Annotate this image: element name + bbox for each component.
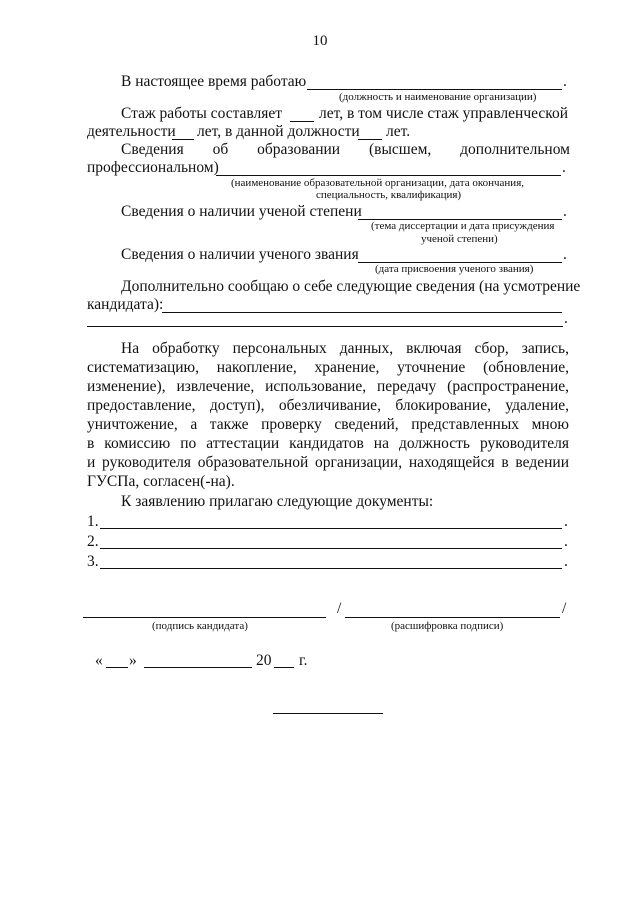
education-line-1 (121, 141, 570, 159)
experience-management-input[interactable] (172, 139, 194, 140)
consent-line-8: ГУСПа, согласен(-на). (87, 473, 235, 490)
closing-divider (273, 713, 383, 714)
consent-line-1: На обработку персональных данных, включая сбор, запись, (121, 340, 569, 357)
experience-label-5: лет. (386, 123, 411, 140)
additional-label-2: кандидата): (87, 296, 164, 313)
experience-position-input[interactable] (358, 139, 382, 140)
attachments-label: К заявлению прилагаю следующие документы: (121, 493, 434, 510)
signature-decode-input-line[interactable] (345, 617, 560, 618)
attachment-number-2: 2. (87, 533, 99, 550)
education-word: образовании (257, 141, 341, 158)
experience-label-1: Стаж работы составляет (121, 105, 283, 122)
experience-total-input[interactable] (290, 121, 314, 122)
date-year-suffix: г. (299, 652, 308, 669)
additional-label-1: Дополнительно сообщаю о себе следующие сведения (на усмотрение (121, 278, 581, 295)
attachment-input-1[interactable] (100, 528, 562, 529)
signature-decode-note: (расшифровка подписи) (391, 620, 504, 632)
date-close-quote: » (129, 652, 137, 669)
education-input-line[interactable] (216, 175, 561, 176)
attachment-input-3[interactable] (100, 568, 562, 569)
work-input-line[interactable] (307, 89, 562, 90)
education-word: дополнительном (460, 141, 570, 158)
signature-slash-left: / (337, 600, 342, 617)
attachment-number-1: 1. (87, 513, 99, 530)
work-note: (должность и наименование организации) (339, 91, 537, 103)
work-end-dot: . (563, 73, 567, 90)
attachment-input-2[interactable] (100, 548, 562, 549)
degree-end-dot: . (563, 203, 567, 220)
page-number: 10 (312, 33, 328, 49)
consent-line-6: в комиссию по аттестации кандидатов на должность руководителя (87, 435, 569, 452)
consent-line-2: систематизацию, накопление, хранение, уточнение (обновление, (87, 359, 569, 376)
degree-label: Сведения о наличии ученой степени (121, 203, 362, 220)
title-note: (дата присвоения ученого звания) (375, 263, 534, 275)
education-label-2: профессиональном) (87, 159, 219, 176)
date-open-quote: « (95, 652, 103, 669)
attachment-end-dot-3: . (564, 553, 568, 570)
education-word: (высшем, (368, 141, 432, 158)
additional-input-line-2[interactable] (87, 326, 563, 327)
date-day-input[interactable] (106, 667, 128, 668)
consent-line-3: изменение), извлечение, использование, передачу (распространение, (87, 378, 569, 395)
consent-line-4: предоставление, доступ), обезличивание, блокирование, удаление, (87, 397, 569, 414)
signature-note: (подпись кандидата) (152, 620, 248, 632)
consent-line-5: уничтожение, а также проверку сведений, представленных мною (87, 416, 569, 433)
experience-label-3: деятельности (87, 123, 176, 140)
attachment-end-dot-1: . (564, 513, 568, 530)
additional-input-line-1[interactable] (162, 312, 562, 313)
experience-label-2: лет, в том числе стаж управленческой (319, 105, 569, 122)
signature-input-line[interactable] (83, 617, 326, 618)
additional-end-dot: . (564, 310, 568, 327)
title-end-dot: . (563, 246, 567, 263)
title-label: Сведения о наличии ученого звания (121, 246, 359, 263)
education-word: об (212, 141, 229, 158)
date-year-prefix: 20 (256, 652, 272, 669)
signature-slash-right: / (562, 600, 567, 617)
degree-note-1: (тема диссертации и дата присуждения (371, 220, 555, 232)
education-end-dot: . (562, 159, 566, 176)
date-year-input[interactable] (274, 667, 294, 668)
education-note-2: специальность, квалификация) (316, 189, 462, 201)
attachment-end-dot-2: . (564, 533, 568, 550)
education-note-1: (наименование образовательной организации, дата окончания, (231, 177, 525, 189)
date-month-input[interactable] (144, 667, 252, 668)
experience-label-4: лет, в данной должности (197, 123, 360, 140)
work-label: В настоящее время работаю (121, 73, 307, 90)
degree-note-2: ученой степени) (421, 233, 498, 245)
consent-line-7: и руководителя образовательной организации, находящейся в ведении (87, 454, 569, 471)
attachment-number-3: 3. (87, 553, 99, 570)
education-word: Сведения (121, 141, 184, 158)
